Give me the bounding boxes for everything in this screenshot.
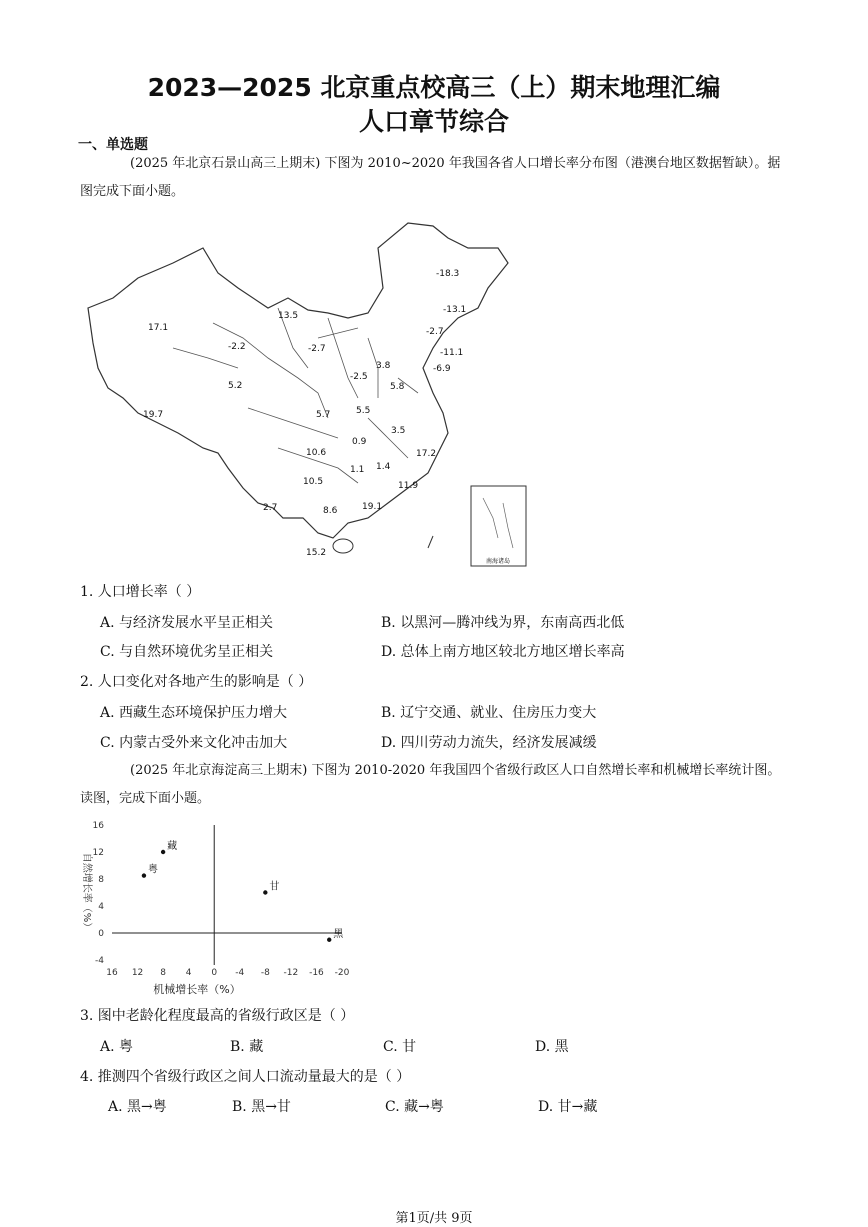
data-point — [263, 890, 267, 894]
q3-option-b[interactable]: B. 藏 — [230, 1039, 264, 1055]
q2-option-c[interactable]: C. 内蒙古受外来文化冲击加大 — [100, 735, 288, 751]
y-tick-label: 0 — [98, 929, 104, 939]
q4-option-d[interactable]: D. 甘→藏 — [538, 1099, 598, 1115]
map-value: 13.5 — [278, 311, 299, 321]
data-point — [161, 850, 165, 854]
map-value: 2.7 — [263, 503, 278, 513]
map-value: 3.5 — [391, 426, 406, 436]
q2-option-b[interactable]: B. 辽宁交通、就业、住房压力变大 — [381, 705, 597, 721]
question-4-stem: 4. 推测四个省级行政区之间人口流动量最大的是（ ） — [80, 1069, 411, 1085]
map-value: 5.7 — [316, 410, 331, 420]
x-tick-label: 12 — [131, 968, 144, 978]
q3-option-a[interactable]: A. 粤 — [100, 1039, 134, 1055]
q4-option-b[interactable]: B. 黑→甘 — [232, 1099, 291, 1115]
map-value: 10.6 — [306, 448, 327, 458]
map-value: -6.9 — [433, 364, 451, 374]
map-value: 5.2 — [228, 381, 243, 391]
map-value: 3.8 — [376, 361, 391, 371]
q1-option-a[interactable]: A. 与经济发展水平呈正相关 — [100, 615, 274, 631]
map-value: 19.7 — [143, 410, 164, 420]
y-tick-label: 12 — [92, 848, 104, 858]
china-population-map — [78, 218, 538, 568]
map-value: 11.9 — [398, 481, 419, 491]
data-point-label: 黑 — [333, 928, 344, 940]
data-point — [327, 938, 331, 942]
x-tick-label: 8 — [160, 968, 166, 978]
passage-1: (2025 年北京石景山高三上期末) 下图为 2010~2020 年我国各省人口增长率分布图（港澳台地区数据暂缺）。据图完成下面小题。 — [80, 156, 781, 199]
y-tick-label: 8 — [98, 875, 104, 885]
y-tick-label: 16 — [92, 821, 104, 831]
x-tick-label: -20 — [334, 968, 350, 978]
map-value: -2.7 — [426, 327, 444, 337]
growth-rate-scatter-chart — [72, 815, 362, 995]
x-tick-label: -4 — [235, 968, 245, 978]
data-point-label: 藏 — [167, 841, 178, 852]
section-heading: 一、单选题 — [78, 137, 148, 153]
x-tick-label: -12 — [283, 968, 299, 978]
y-tick-label: -4 — [95, 956, 104, 966]
map-value: -18.3 — [436, 269, 460, 279]
q1-option-d[interactable]: D. 总体上南方地区较北方地区增长率高 — [381, 644, 625, 660]
x-tick-label: 4 — [185, 968, 192, 978]
page-footer: 第1页/共 9页 — [395, 1211, 473, 1226]
map-value: -13.1 — [443, 305, 467, 315]
map-value: -11.1 — [440, 348, 464, 358]
map-value: 15.2 — [306, 548, 327, 558]
south-china-sea-inset — [471, 486, 526, 566]
y-axis-label: 自然增长率（%） — [81, 852, 92, 933]
x-tick-label: 16 — [106, 968, 118, 978]
question-3-stem: 3. 图中老龄化程度最高的省级行政区是（ ） — [80, 1008, 355, 1024]
map-value: -2.2 — [228, 342, 246, 352]
document-subtitle: 人口章节综合 — [358, 107, 509, 136]
question-2-stem: 2. 人口变化对各地产生的影响是（ ） — [80, 674, 313, 690]
document-title: 2023—2025 北京重点校高三（上）期末地理汇编 — [147, 73, 721, 102]
q3-option-d[interactable]: D. 黑 — [535, 1039, 569, 1055]
data-point-label: 甘 — [269, 881, 280, 893]
q4-option-a[interactable]: A. 黑→粤 — [108, 1099, 167, 1115]
x-axis-label: 机械增长率（%） — [153, 983, 241, 995]
data-point — [142, 873, 146, 877]
y-tick-label: 4 — [98, 902, 104, 912]
inset-label: 南海诸岛 — [485, 558, 511, 565]
q2-option-d[interactable]: D. 四川劳动力流失，经济发展减缓 — [381, 735, 597, 751]
q1-option-b[interactable]: B. 以黑河—腾冲线为界，东南高西北低 — [381, 615, 625, 631]
map-value: 5.5 — [356, 406, 371, 416]
map-value: 5.8 — [390, 382, 405, 392]
map-value: 19.1 — [362, 502, 383, 512]
q1-option-c[interactable]: C. 与自然环境优劣呈正相关 — [100, 644, 274, 660]
q4-option-c[interactable]: C. 藏→粤 — [385, 1099, 444, 1115]
map-value: -2.5 — [350, 372, 368, 382]
question-1-stem: 1. 人口增长率（ ） — [80, 584, 201, 600]
map-value: 10.5 — [303, 477, 324, 487]
passage-2: (2025 年北京海淀高三上期末) 下图为 2010-2020 年我国四个省级行政区人口自然增长率和机械增长率统计图。读图，完成下面小题。 — [80, 763, 781, 806]
data-point-label: 粤 — [147, 864, 158, 876]
map-value: 8.6 — [323, 506, 338, 516]
map-value: 1.1 — [350, 465, 365, 475]
map-value: -2.7 — [308, 344, 326, 354]
x-tick-label: 0 — [211, 968, 218, 978]
q3-option-c[interactable]: C. 甘 — [383, 1039, 417, 1055]
x-tick-label: -16 — [309, 968, 324, 978]
map-value: 1.4 — [376, 462, 391, 472]
map-value: 0.9 — [352, 437, 367, 447]
q2-option-a[interactable]: A. 西藏生态环境保护压力增大 — [100, 705, 288, 721]
map-value: 17.2 — [416, 449, 437, 459]
x-tick-label: -8 — [260, 968, 270, 978]
map-value: 17.1 — [148, 323, 169, 333]
